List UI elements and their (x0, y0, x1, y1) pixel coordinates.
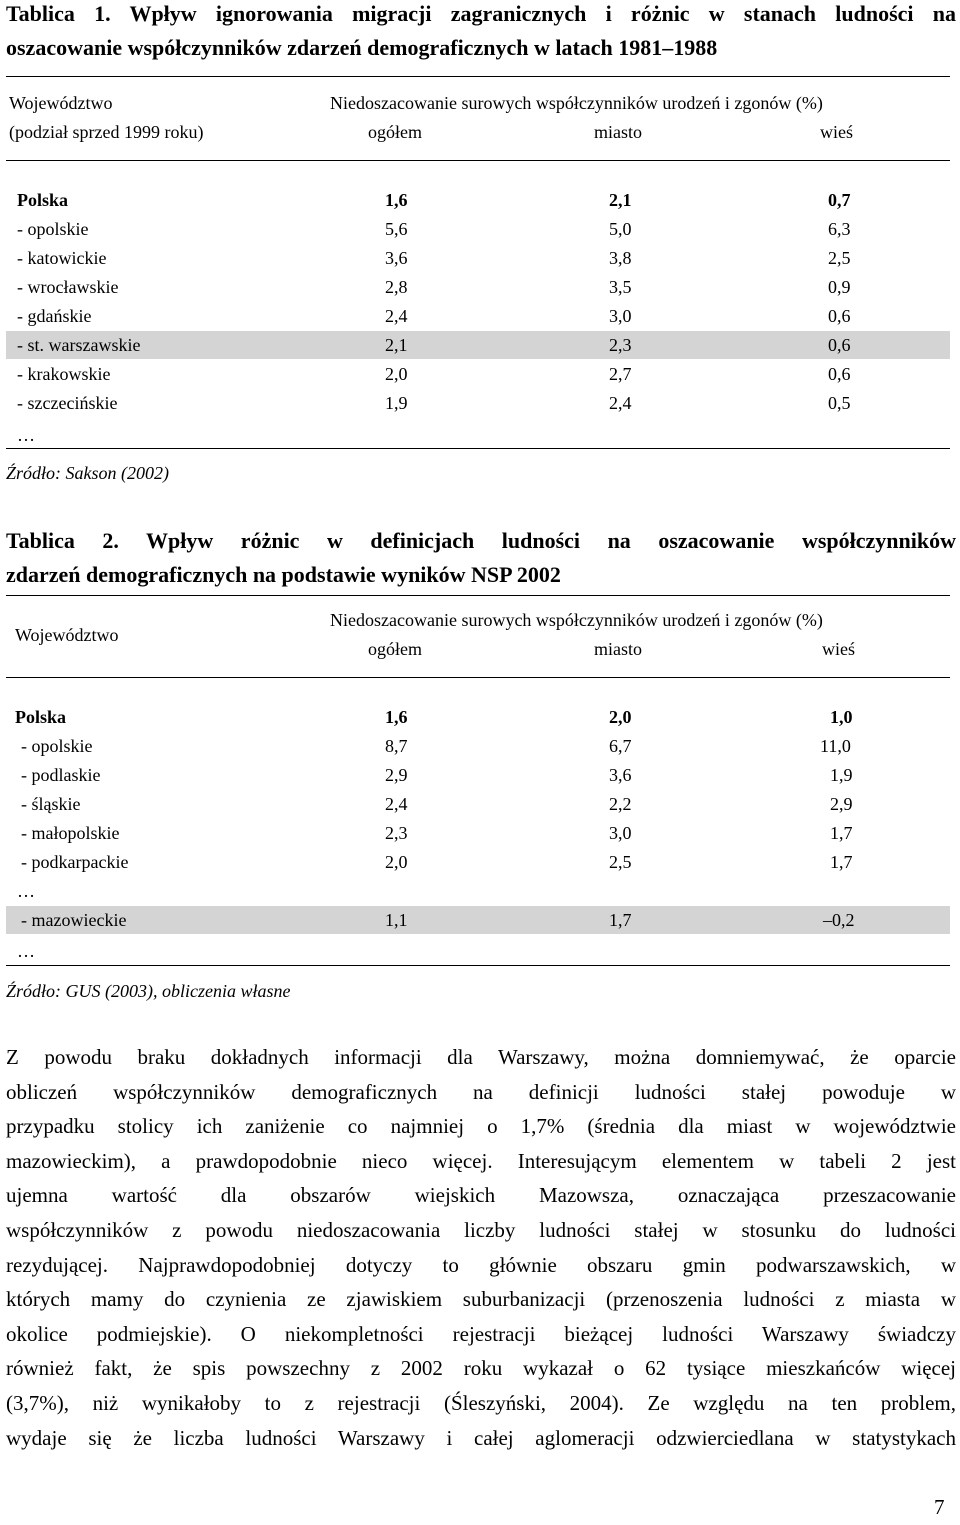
table1-col-region-line2: (podział sprzed 1999 roku) (9, 122, 204, 142)
table2-col-city: miasto (594, 639, 642, 659)
table2-row2-region: - podlaskie (21, 765, 101, 785)
table1-caption-line2: oszacowanie współczynników zdarzeń demograficznych w latach 1981–1988 (6, 35, 718, 60)
table1-row5-region: - st. warszawskie (17, 335, 141, 355)
table2-row3-city: 2,2 (609, 794, 632, 814)
table2-row0-city: 2,0 (609, 707, 632, 727)
paragraph-line-7: rezydującej. Najprawdopodobniej dotyczy to głównie obszaru gmin podwarszawskich, w (6, 1252, 956, 1277)
table2-row-mazowieckie-city: 1,7 (609, 910, 632, 930)
table2-row0-region: Polska (15, 707, 67, 727)
table1-row5-total: 2,1 (385, 335, 408, 355)
table2-top-rule (6, 595, 950, 596)
table2-row3-total: 2,4 (385, 794, 408, 814)
table2-row0-rural: 1,0 (830, 707, 853, 727)
table2-caption (6, 524, 956, 592)
table1-row7-rural: 0,5 (828, 393, 851, 413)
table1-bottom-rule (6, 448, 950, 449)
table1-row5-rural: 0,6 (828, 335, 851, 355)
table1-row0-rural: 0,7 (828, 190, 851, 210)
paragraph-line-2: obliczeń współczynników demograficznych na definicji ludności stałej powoduje w (6, 1079, 956, 1104)
table2-row5-city: 2,5 (609, 852, 632, 872)
paragraph-line-1: Z powodu braku dokładnych informacji dla Warszawy, można domniemywać, że oparcie (6, 1045, 956, 1069)
table2-row5-region: - podkarpackie (21, 852, 129, 872)
paragraph-line-12: wydaje się że liczba ludności Warszawy i całej aglomeracji odzwierciedlana w statystykach (6, 1425, 956, 1450)
table2-row4-rural: 1,7 (830, 823, 853, 843)
table1-ellipsis: … (17, 425, 35, 445)
table1-row3-city: 3,5 (609, 277, 632, 297)
table1-row6-city: 2,7 (609, 364, 632, 384)
table2-row3-region: - śląskie (21, 794, 81, 814)
table2-ellipsis-2: … (17, 941, 35, 961)
table2-row1-region: - opolskie (21, 736, 93, 756)
page-number: 7 (934, 1495, 945, 1519)
table1-highlight-row (6, 331, 950, 359)
table1-row4-city: 3,0 (609, 306, 632, 326)
table2-row-mazowieckie-total: 1,1 (385, 910, 408, 930)
table1-col-group: Niedoszacowanie surowych współczynników urodzeń i zgonów (%) (330, 93, 823, 113)
table1-row6-region: - krakowskie (17, 364, 111, 384)
table1-top-rule (6, 76, 950, 77)
table2-row2-rural: 1,9 (830, 765, 853, 785)
table2-row-mazowieckie-region: - mazowieckie (21, 910, 127, 930)
table2-row3-rural: 2,9 (830, 794, 853, 814)
paragraph-line-10: również fakt, że spis powszechny z 2002 roku wykazał o 62 tysiące mieszkańców więcej (6, 1356, 956, 1381)
table2-row-mazowieckie-rural: –0,2 (823, 910, 855, 930)
table2-row1-total: 8,7 (385, 736, 408, 756)
table1-row1-total: 5,6 (385, 219, 408, 239)
paragraph-line-6: współczynników z powodu niedoszacowania liczby ludności stałej w stosunku do ludności (6, 1217, 956, 1242)
table1-row3-rural: 0,9 (828, 277, 851, 297)
table1-source: Źródło: Sakson (2002) (6, 463, 169, 483)
table2-col-total: ogółem (368, 639, 422, 659)
table1-row0-total: 1,6 (385, 190, 408, 210)
table1-row0-region: Polska (17, 190, 69, 210)
table2-col-rural: wieś (822, 639, 855, 659)
table1-col-total: ogółem (368, 122, 422, 142)
table1-row4-region: - gdańskie (17, 306, 92, 326)
table1-row3-region: - wrocławskie (17, 277, 119, 297)
table1-row7-region: - szczecińskie (17, 393, 118, 413)
table1-row7-city: 2,4 (609, 393, 632, 413)
table1-col-rural: wieś (820, 122, 853, 142)
table1-row4-total: 2,4 (385, 306, 408, 326)
body-paragraph (6, 1040, 956, 1455)
table2-row5-total: 2,0 (385, 852, 408, 872)
table1-row1-rural: 6,3 (828, 219, 851, 239)
table2-col-region: Województwo (15, 625, 119, 645)
table2-ellipsis-1: … (17, 881, 35, 901)
table2-caption-line1: Tablica 2. Wpływ różnic w definicjach ludności na oszacowanie współczynników (6, 528, 956, 553)
table2-row4-city: 3,0 (609, 823, 632, 843)
table2-bottom-rule (6, 965, 950, 966)
table2-row1-city: 6,7 (609, 736, 632, 756)
table1-row3-total: 2,8 (385, 277, 408, 297)
table1-row0-city: 2,1 (609, 190, 632, 210)
paragraph-line-3: przypadku stolicy ich zaniżenie co najmniej o 1,7% (średnia dla miast w województwie (6, 1114, 956, 1139)
table1-header-rule (6, 160, 950, 161)
table2-highlight-row (6, 906, 950, 934)
table2-header-rule (6, 677, 950, 678)
table2-row1-rural: 11,0 (820, 736, 851, 756)
table2-source: Źródło: GUS (2003), obliczenia własne (6, 981, 291, 1001)
table2-row4-total: 2,3 (385, 823, 408, 843)
paragraph-line-5: ujemna wartość dla obszarów wiejskich Mazowsza, oznaczająca przeszacowanie (6, 1183, 956, 1208)
paragraph-line-4: mazowieckim), a prawdopodobnie nieco więcej. Interesującym elementem w tabeli 2 jest (6, 1148, 956, 1173)
table2-caption-line2: zdarzeń demograficznych na podstawie wyników NSP 2002 (6, 562, 561, 587)
table1-row4-rural: 0,6 (828, 306, 851, 326)
table1-row2-total: 3,6 (385, 248, 408, 268)
paragraph-line-9: okolice podmiejskie). O niekompletności rejestracji bieżącej ludności Warszawy świadczy (6, 1321, 956, 1346)
table1-col-region-line1: Województwo (9, 93, 113, 113)
table1-row1-region: - opolskie (17, 219, 89, 239)
table1-row1-city: 5,0 (609, 219, 632, 239)
table1-caption (6, 0, 956, 65)
table1-row7-total: 1,9 (385, 393, 408, 413)
table1-row6-total: 2,0 (385, 364, 408, 384)
table1-row2-rural: 2,5 (828, 248, 851, 268)
table1-col-city: miasto (594, 122, 642, 142)
paragraph-line-8: których mamy do czynienia ze zjawiskiem suburbanizacji (przenoszenia ludności z miasta w (6, 1287, 956, 1312)
table2-col-group: Niedoszacowanie surowych współczynników urodzeń i zgonów (%) (330, 610, 823, 630)
table1-row6-rural: 0,6 (828, 364, 851, 384)
paragraph-line-11: (3,7%), niż wynikałoby to z rejestracji (Śleszyński, 2004). Ze względu na ten problem, (6, 1390, 956, 1415)
table2-row2-city: 3,6 (609, 765, 632, 785)
table2-row4-region: - małopolskie (21, 823, 120, 843)
table1-row2-region: - katowickie (17, 248, 107, 268)
table1-row5-city: 2,3 (609, 335, 632, 355)
table1-row2-city: 3,8 (609, 248, 632, 268)
table2-row2-total: 2,9 (385, 765, 408, 785)
table2-row5-rural: 1,7 (830, 852, 853, 872)
table2-row0-total: 1,6 (385, 707, 408, 727)
table1-caption-line1: Tablica 1. Wpływ ignorowania migracji zagranicznych i różnic w stanach ludności na (6, 1, 956, 26)
